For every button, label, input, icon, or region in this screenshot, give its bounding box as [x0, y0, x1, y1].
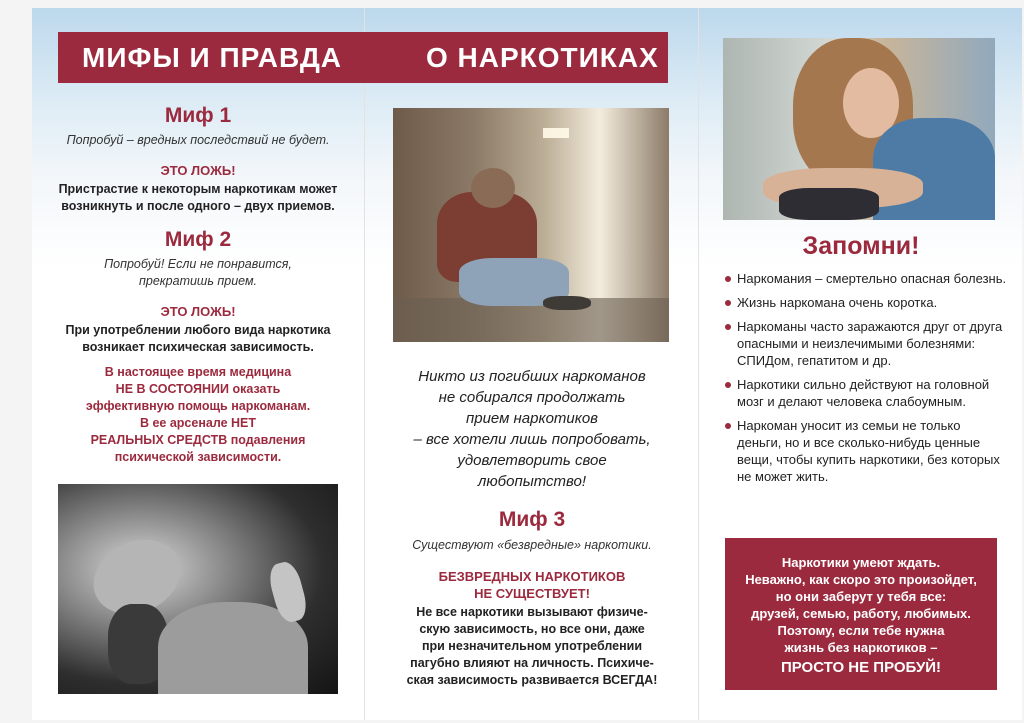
medicine-note [32, 364, 364, 466]
quote-line: – все хотели лишь попробовать, [413, 431, 651, 448]
warning-line: Наркотики умеют ждать. [781, 555, 941, 570]
myth-2-claim-line: Попробуй! Если не понравится, [104, 257, 292, 271]
myth-3-verdict-line: НЕ СУЩЕСТВУЕТ! [474, 586, 590, 601]
myth-2-claim [32, 256, 364, 290]
warning-line: друзей, семью, работу, любимых. [751, 606, 971, 621]
myth-2-title: Миф 2 [164, 228, 232, 251]
myth-2 [32, 228, 364, 356]
myth-1-truth-line: Пристрастие к некоторым наркотикам может [58, 182, 338, 196]
photo-sad-girl [723, 38, 995, 220]
myth-2-truth-line: возникает психическая зависимость. [82, 340, 314, 354]
myth-1-verdict: ЭТО ЛОЖЬ! [160, 163, 236, 178]
warning-line: Поэтому, если тебе нужна [777, 623, 945, 638]
myth-2-truth [32, 322, 364, 356]
myth-2-claim-line: прекратишь прием. [138, 274, 257, 288]
banner-title-right: О НАРКОТИКАХ [426, 42, 659, 73]
warning-final: ПРОСТО НЕ ПРОБУЙ! [780, 659, 942, 676]
quote-line: прием наркотиков [465, 410, 599, 427]
list-item-text: Жизнь наркомана очень коротка. [737, 295, 938, 310]
myth-1-truth-line: возникнуть и после одного – двух приемов. [61, 199, 335, 213]
warning-line: Неважно, как скоро это произойдет, [745, 572, 977, 587]
list-item-text: Наркотики сильно действуют на головной мозг и делают человека слабоумным. [737, 377, 990, 409]
myth-2-truth-line: При употреблении любого вида наркотика [65, 323, 331, 337]
medicine-line: НЕ В СОСТОЯНИИ оказать [115, 382, 281, 396]
panel-left [32, 8, 364, 720]
medicine-line: В ее арсенале НЕТ [139, 416, 257, 430]
bullet-icon [725, 324, 731, 330]
quote-line: любопытство! [477, 473, 587, 490]
photo-boy-in-corridor [393, 108, 669, 342]
warning-box [725, 538, 997, 690]
photo-distressed-woman [58, 484, 338, 694]
myth-1 [32, 104, 364, 215]
list-item [725, 417, 1007, 485]
myth-3-verdict-line: БЕЗВРЕДНЫХ НАРКОТИКОВ [438, 569, 626, 584]
medicine-line: эффективную помощь наркоманам. [85, 399, 311, 413]
warning-line: но они заберут у тебя все: [775, 589, 947, 604]
myth-1-title: Миф 1 [164, 104, 232, 127]
myth-3-truth [365, 604, 698, 689]
bullet-icon [725, 276, 731, 282]
myth-3-verdict [365, 568, 698, 602]
quote-line: удовлетворить свое [457, 452, 607, 469]
list-item [725, 376, 1007, 410]
myth-2-verdict: ЭТО ЛОЖЬ! [160, 304, 236, 319]
myth-1-truth [32, 181, 364, 215]
title-banner [58, 32, 668, 83]
bullet-icon [725, 300, 731, 306]
bullet-icon [725, 382, 731, 388]
myth-3 [365, 508, 698, 689]
panel-middle [364, 8, 698, 720]
list-item [725, 294, 1007, 311]
remember-title: Запомни! [802, 232, 920, 260]
brochure [32, 8, 1022, 720]
myth-1-claim: Попробуй – вредных последствий не будет. [66, 133, 330, 147]
list-item-text: Наркомания – смертельно опасная болезнь. [737, 271, 1007, 286]
myth-3-truth-line: пагубно влияют на личность. Психиче- [410, 656, 654, 670]
myth-3-truth-line: скую зависимость, но все они, даже [419, 622, 645, 636]
myth-3-truth-line: Не все наркотики вызывают физиче- [416, 605, 648, 619]
list-item-text: Наркоманы часто заражаются друг от друга опасными и неизлечимыми болезнями: СПИДом, гепатитом и др. [737, 319, 1003, 368]
myth-3-claim: Существуют «безвредные» наркотики. [412, 538, 652, 552]
list-item [725, 270, 1007, 287]
quote-line: Никто из погибших наркоманов [418, 368, 646, 385]
list-item-text: Наркоман уносит из семьи не только деньги, но и все сколько-нибудь ценные вещи, чтобы купить наркотики, без которых не может жить. [737, 418, 1000, 484]
list-item [725, 318, 1007, 369]
medicine-line: психической зависимости. [114, 450, 282, 464]
myth-3-truth-line: ская зависимость развивается ВСЕГДА! [406, 673, 658, 687]
remember-list [725, 270, 1007, 492]
medicine-line: В настоящее время медицина [104, 365, 292, 379]
quote [365, 366, 698, 492]
medicine-line: РЕАЛЬНЫХ СРЕДСТВ подавления [90, 433, 306, 447]
bullet-icon [725, 423, 731, 429]
myth-3-title: Миф 3 [498, 508, 566, 531]
myth-3-truth-line: при незначительном употреблении [421, 639, 643, 653]
panel-right [698, 8, 1022, 720]
warning-line: жизнь без наркотиков – [784, 640, 938, 655]
banner-title-left: МИФЫ И ПРАВДА [82, 42, 343, 73]
quote-line: не собирался продолжать [438, 389, 626, 406]
